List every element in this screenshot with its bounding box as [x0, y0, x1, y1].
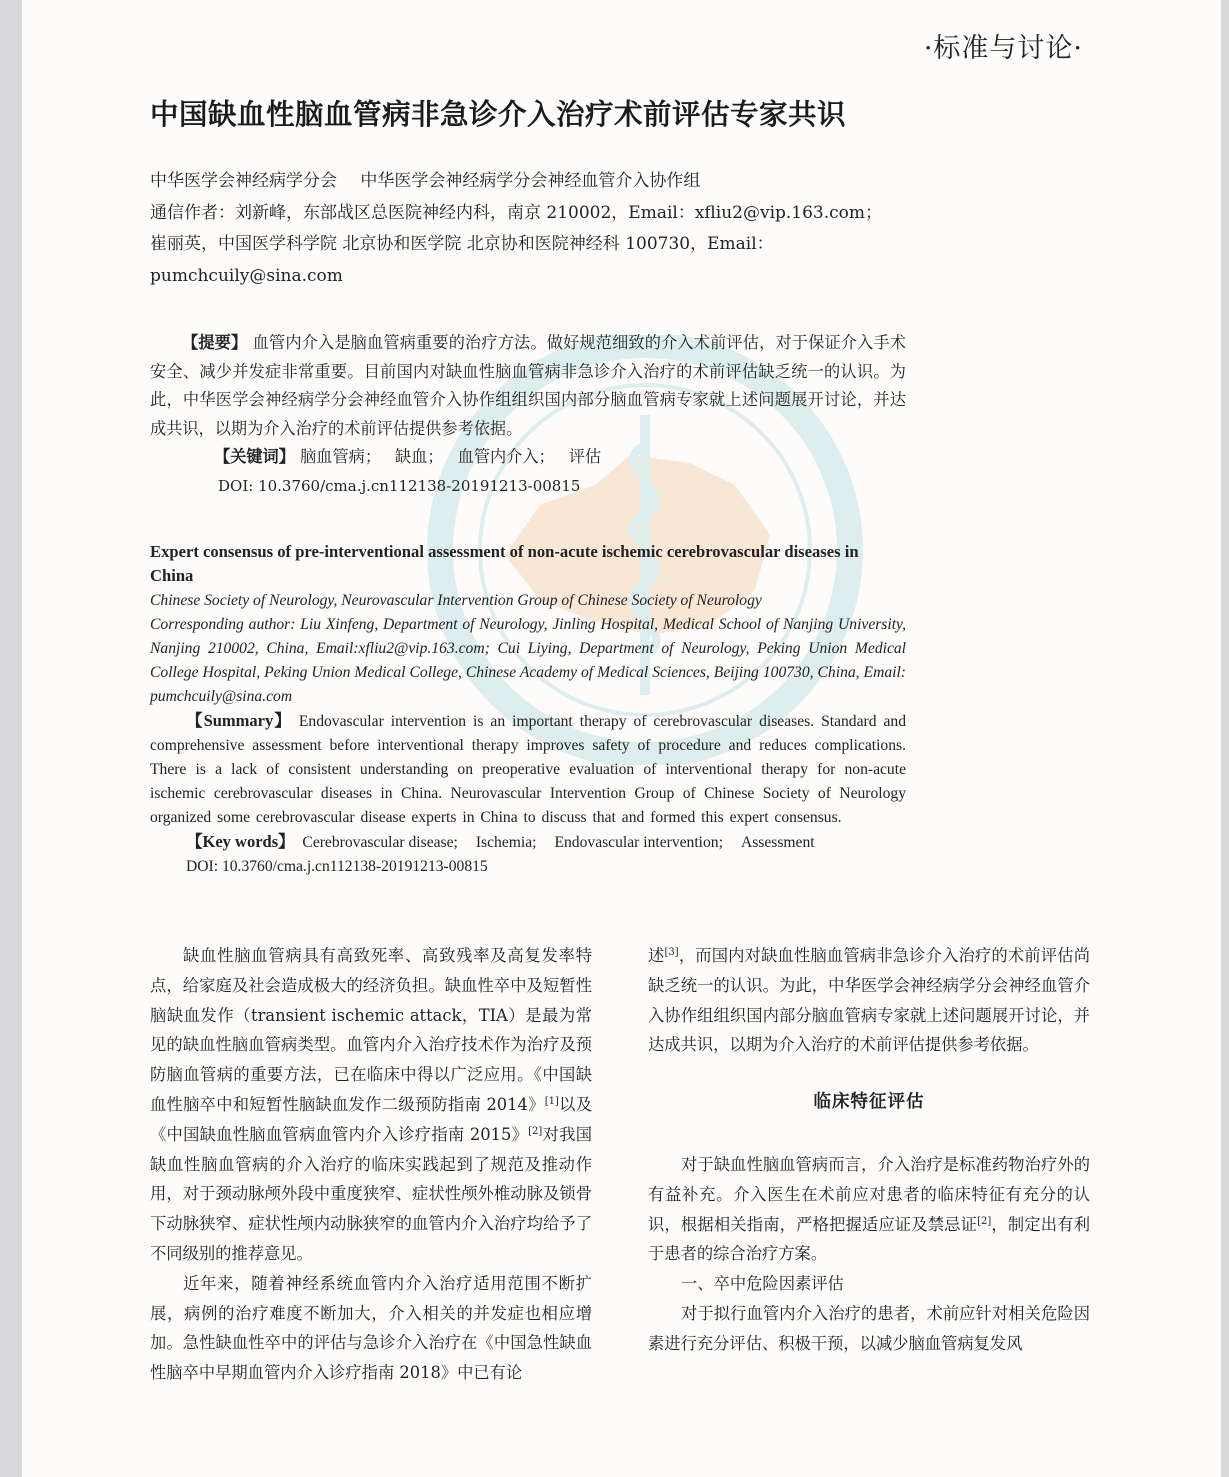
section-heading: 临床特征评估 [813, 1092, 925, 1113]
abstract-cn-paragraph [150, 329, 906, 443]
english-summary [150, 709, 906, 830]
article-title: 中国缺血性脑血管病非急诊介入治疗术前评估专家共识 [150, 98, 847, 131]
summary-text: Endovascular intervention is an important therapy of cerebrovascular diseases. Standard and comprehensive assessment before interventional therapy improves safety of procedure and reduces complications. There is a lack of consistent understanding on preoperative evaluation of interventional therapy for non-acute ischemic cerebrovascular diseases in China. Neurovascular Intervention Group of Chinese Society of Neurology organized some cerebrovascular disease experts in China to discuss that and formed this expert consensus. [150, 713, 906, 826]
body-paragraph: 缺血性脑血管病具有高致死率、高致残率及高复发率特点，给家庭及社会造成极大的经济负担。缺血性卒中及短暂性脑缺血发作（transient ischemic attack，TIA）是最为常见的缺血性脑血管病类型。血管内介入治疗技术作为治疗及预防脑血管病的重要方法，已在临床中得以广泛应用。《中国缺血性脑卒中和短暂性脑缺血发作二级预防指南 2014》[1]以及《中国缺血性脑血管病血管内介入诊疗指南 2015》[2]对我国缺血性脑血管病的介入治疗的临床实践起到了规范及推动作用，对于颈动脉颅外段中重度狭窄、症状性颅外椎动脉及锁骨下动脉狭窄、症状性颅内动脉狭窄的血管内介入治疗均给予了不同级别的推荐意见。 [150, 946, 592, 1263]
abstract-label: 【提要】 [182, 333, 248, 352]
author-block [150, 166, 910, 292]
organization-2: 中华医学会神经病学分会神经血管介入协作组 [360, 171, 701, 191]
keywords-en [150, 830, 906, 855]
reference-marker[interactable]: [1] [544, 1095, 559, 1107]
summary-label: 【Summary】 [186, 711, 292, 730]
correspondence-line-1: 通信作者：刘新峰，东部战区总医院神经内科，南京 210002，Email：xfliu2@vip.163.com； [150, 202, 883, 223]
organizations-line [150, 166, 910, 198]
organization-1: 中华医学会神经病学分会 [150, 171, 337, 191]
keyword: 缺血； [395, 447, 444, 467]
correspondence-line-2: 崔丽英，中国医学科学院 北京协和医学院 北京协和医院神经科 100730，Email： [150, 234, 774, 254]
keywords-en-label: 【Key words】 [186, 832, 295, 851]
keyword-en: Cerebrovascular disease; [302, 834, 458, 851]
doi-cn: DOI: 10.3760/cma.j.cn112138-20191213-00815 [218, 476, 581, 495]
body-paragraph: 对于拟行血管内介入治疗的患者，术前应针对相关危险因素进行充分评估、积极干预，以减少脑血管病复发风 [648, 1303, 1090, 1353]
english-authors: Chinese Society of Neurology, Neurovascular Intervention Group of Chinese Society of Neurology [150, 592, 762, 609]
abstract-cn-text: 血管内介入是脑血管病重要的治疗方法。做好规范细致的介入术前评估，对于保证介入手术安全、减少并发症非常重要。目前国内对缺血性脑血管病非急诊介入治疗的术前评估缺乏统一的认识。为此，中华医学会神经病学分会神经血管介入协作组组织国内部分脑血管病专家就上述问题展开讨论，并达成共识，以期为介入治疗的术前评估提供参考依据。 [150, 333, 906, 438]
keywords-label: 【关键词】 [214, 447, 295, 467]
body-column-right [648, 941, 1090, 1359]
keyword-en: Assessment [740, 834, 815, 851]
subsection-heading: 一、卒中危险因素评估 [681, 1274, 844, 1294]
reference-marker[interactable]: [3] [664, 947, 679, 958]
english-title: Expert consensus of pre-interventional assessment of non-acute ischemic cerebrovascular diseases in China [150, 542, 859, 585]
correspondence-line-3: pumchcuily@sina.com [150, 265, 343, 286]
section-tag: ·标准与讨论· [923, 33, 1083, 64]
chinese-abstract [150, 329, 906, 501]
doi-en: DOI: 10.3760/cma.j.cn112138-20191213-00815 [186, 858, 488, 875]
keyword: 评估 [568, 447, 602, 467]
keyword: 血管内介入； [457, 447, 555, 467]
body-column-left [150, 941, 592, 1388]
english-abstract [150, 540, 906, 879]
keywords-cn [150, 443, 906, 472]
keyword-en: Ischemia; [475, 834, 537, 851]
body-paragraph: 对于缺血性脑血管病而言，介入治疗是标准药物治疗外的有益补充。介入医生在术前应对患者的临床特征有充分的认识，根据相关指南，严格把握适应证及禁忌证[2]，制定出有利于患者的综合治疗方案。 [648, 1154, 1090, 1264]
journal-page [22, 0, 1221, 1477]
reference-marker[interactable]: [2] [528, 1125, 543, 1137]
body-paragraph: 述[3]，而国内对缺血性脑血管病非急诊介入治疗的术前评估尚缺乏统一的认识。为此，中华医学会神经病学分会神经血管介入协作组组织国内部分脑血管病专家就上述问题展开讨论，并达成共识，以期为介入治疗的术前评估提供参考依据。 [648, 946, 1090, 1055]
english-correspondence: Corresponding author: Liu Xinfeng, Department of Neurology, Jinling Hospital, Medical School of Nanjing University, Nanjing 210002, China, Email:xfliu2@vip.163.com; Cui Liying, Department of Neurology, Peking Union Medical College Hospital, Peking Union Medical College, Chinese Academy of Medical Sciences, Beijing 100730, China, Email: pumchcuily@sina.com [150, 616, 906, 705]
keyword: 脑血管病； [300, 447, 382, 467]
keyword-en: Endovascular intervention; [554, 834, 723, 851]
reference-marker[interactable]: [2] [977, 1215, 992, 1227]
body-paragraph: 近年来，随着神经系统血管内介入治疗适用范围不断扩展，病例的治疗难度不断加大，介入相关的并发症也相应增加。急性缺血性卒中的评估与急诊介入治疗在《中国急性缺血性脑卒中早期血管内介入诊疗指南 2018》中已有论 [150, 1273, 592, 1383]
